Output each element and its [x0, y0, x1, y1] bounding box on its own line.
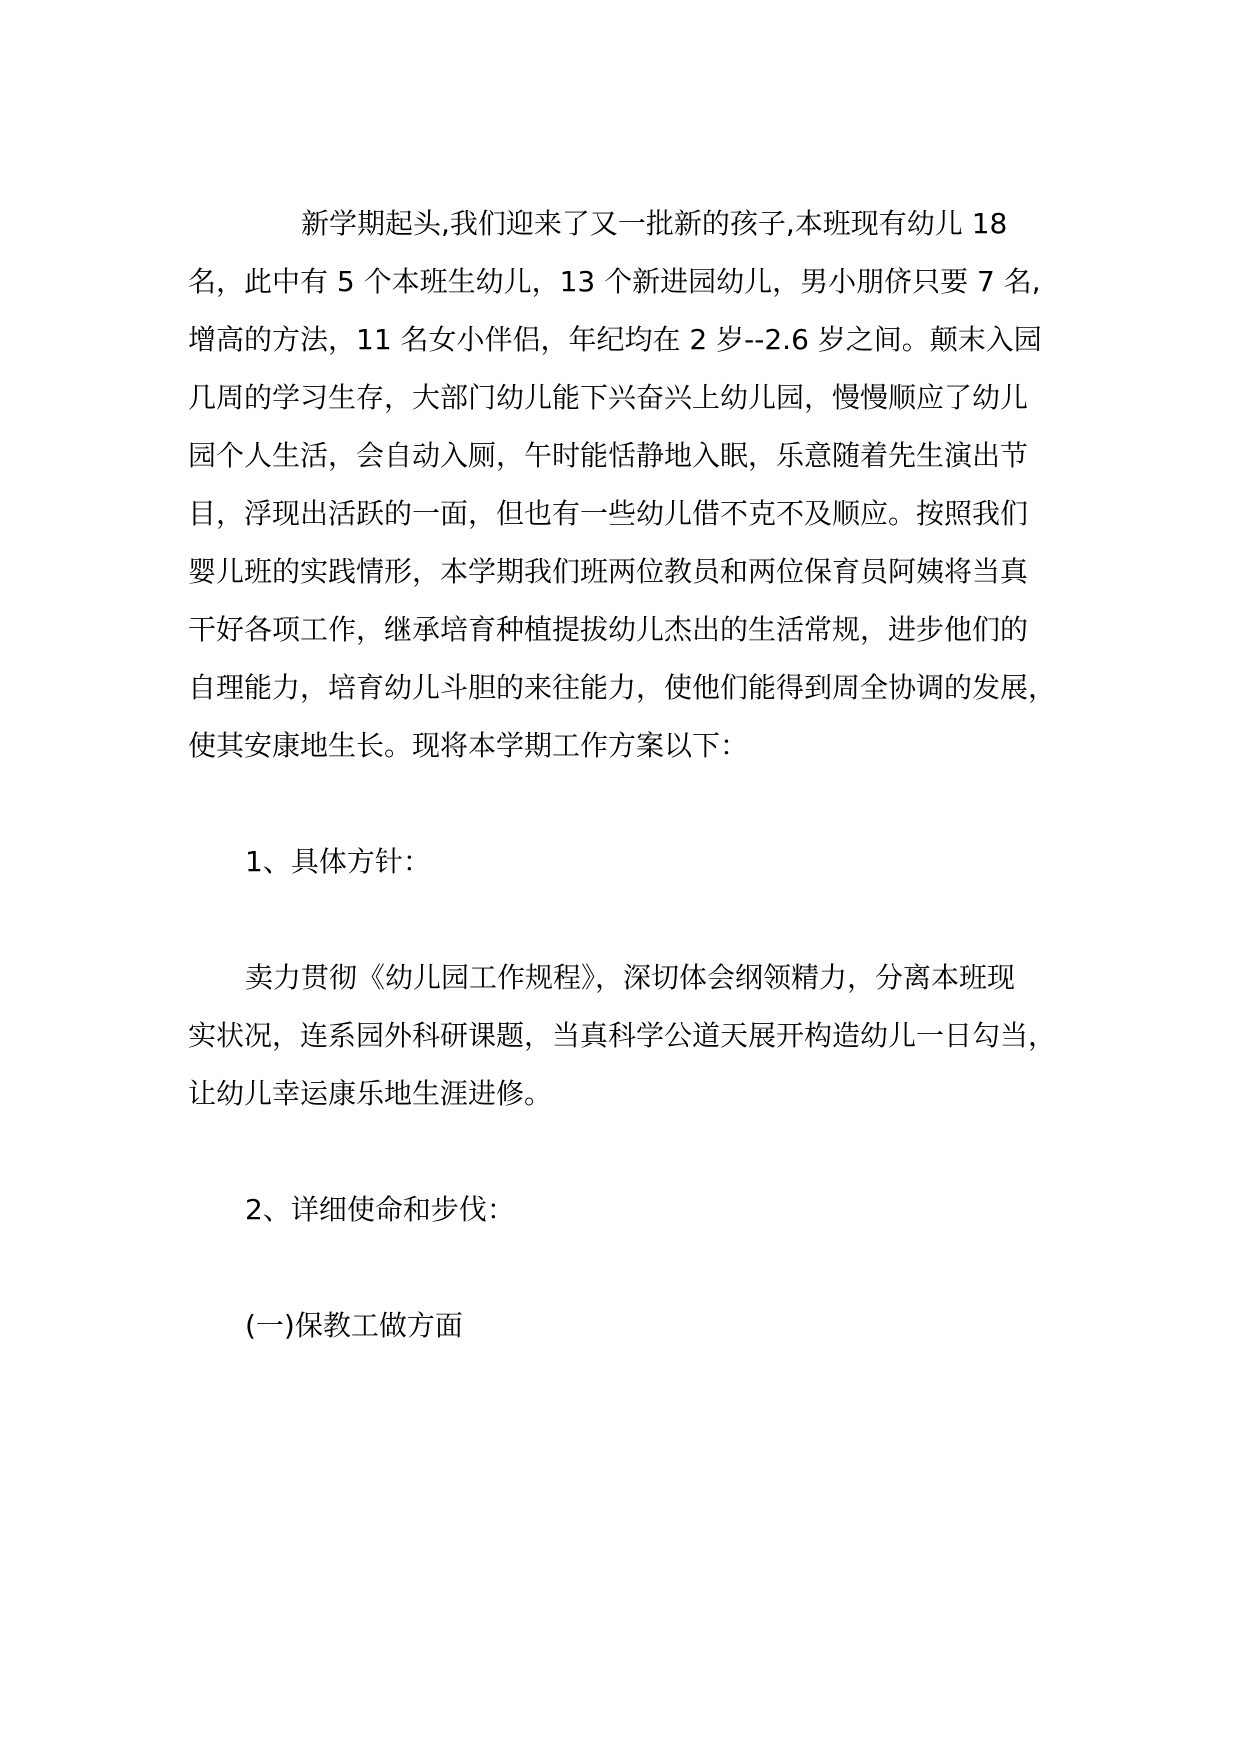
section-1-paragraph-line-3: 让幼儿幸运康乐地生涯进修。	[188, 1077, 553, 1110]
intro-paragraph-line-9: 自理能力，培育幼儿斗胆的来往能力，使他们能得到周全协调的发展，	[188, 671, 1057, 704]
intro-paragraph-line-7: 婴儿班的实践情形，本学期我们班两位教员和两位保育员阿姨将当真	[188, 555, 1029, 588]
intro-paragraph-line-2: 名，此中有 5 个本班生幼儿，13 个新进园幼儿，男小朋侪只要 7 名,	[188, 265, 1041, 298]
section-1-heading: 1、具体方针：	[245, 845, 431, 878]
intro-paragraph-line-6: 目，浮现出活跃的一面，但也有一些幼儿借不克不及顺应。按照我们	[188, 497, 1029, 530]
intro-paragraph-line-4: 几周的学习生存，大部门幼儿能下兴奋兴上幼儿园，慢慢顺应了幼儿	[188, 381, 1029, 414]
subsection-1-heading: (一)保教工做方面	[245, 1309, 463, 1342]
intro-paragraph-line-5: 园个人生活，会自动入厕，午时能恬静地入眠，乐意随着先生演出节	[188, 439, 1029, 472]
section-1-paragraph-line-1: 卖力贯彻《幼儿园工作规程》，深切体会纲领精力，分离本班现	[245, 961, 1016, 994]
section-2-heading: 2、详细使命和步伐：	[245, 1193, 515, 1226]
intro-paragraph-line-10: 使其安康地生长。现将本学期工作方案以下：	[188, 729, 749, 762]
intro-paragraph-line-8: 干好各项工作，继承培育种植提拔幼儿杰出的生活常规，进步他们的	[188, 613, 1029, 646]
section-1-paragraph-line-2: 实状况，连系园外科研课题，当真科学公道天展开构造幼儿一日勾当，	[188, 1019, 1057, 1052]
intro-paragraph-line-3: 增高的方法，11 名女小伴侣，年纪均在 2 岁--2.6 岁之间。颠末入园	[188, 323, 1042, 356]
intro-paragraph-line-1: 新学期起头,我们迎来了又一批新的孩子,本班现有幼儿 18	[301, 207, 1008, 240]
